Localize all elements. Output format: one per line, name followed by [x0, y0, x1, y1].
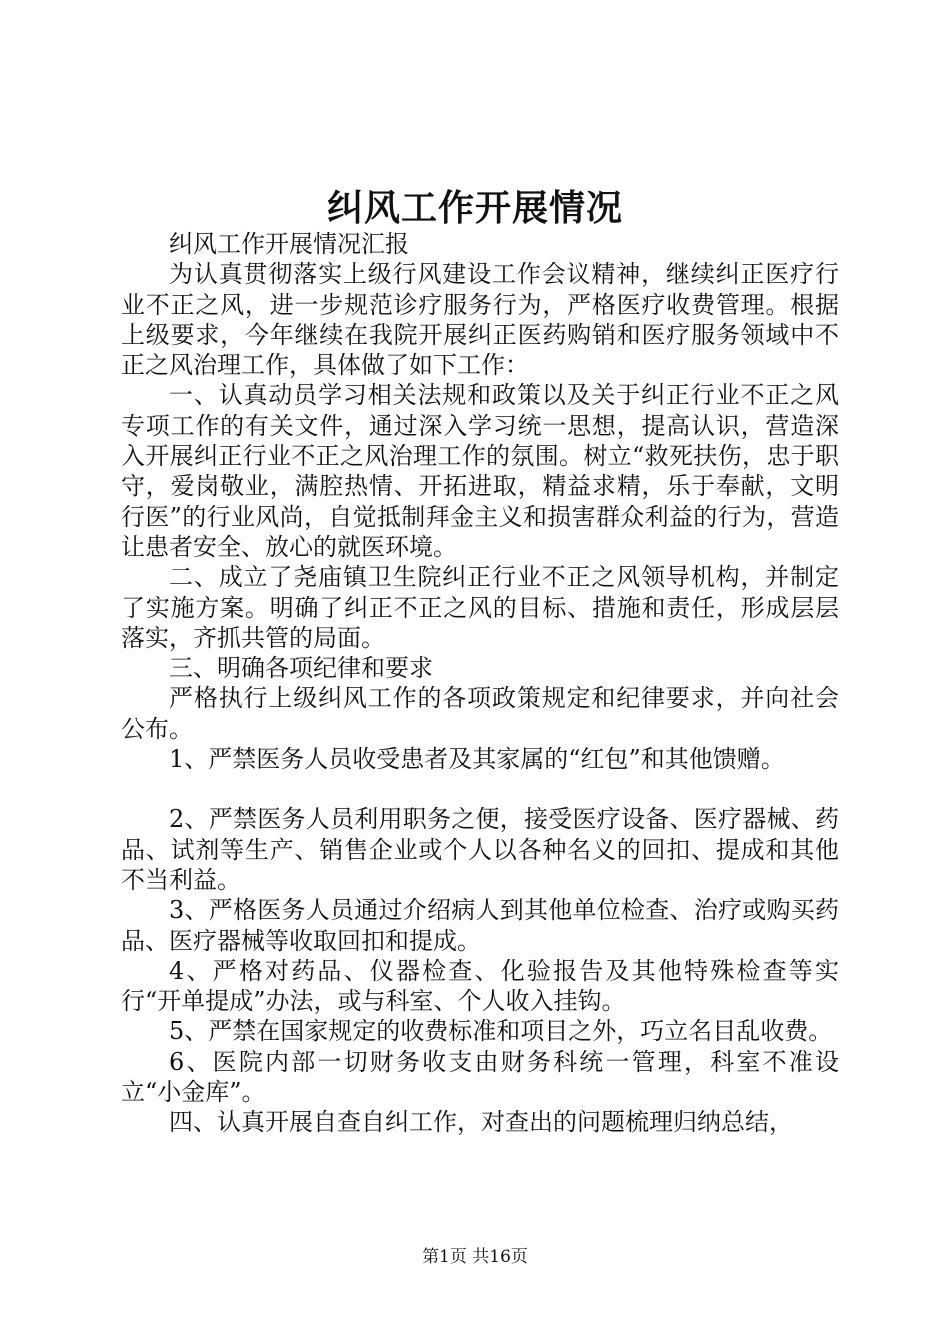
section-four-paragraph: 四、认真开展自查自纠工作，对查出的问题梳理归纳总结，	[169, 1108, 793, 1137]
section-one-paragraph: 一、认真动员学习相关法规和政策以及关于纠正行业不正之风专项工作的有关文件，通过深入学习统一思想，提高认识，营造深入开展纠正行业不正之风治理工作的氛围。树立“救死扶伤，忠于职守，爱岗敬业，满腔热情、开拓进取，精益求精，乐于奉献，文明行医”的行业风尚，自觉抵制拜金主义和损害群众利益的行为，营造让患者安全、放心的就医环境。	[121, 381, 839, 561]
section-three-intro: 严格执行上级纠风工作的各项政策规定和纪律要求，并向社会公布。	[121, 684, 839, 743]
section-two-paragraph: 二、成立了尧庙镇卫生院纠正行业不正之风领导机构，并制定了实施方案。明确了纠正不正之风的目标、措施和责任，形成层层落实，齐抓共管的局面。	[121, 563, 839, 652]
rule-item-4: 4、严格对药品、仪器检查、化验报告及其他特殊检查等实行“开单提成”办法，或与科室、个人收入挂钩。	[121, 956, 839, 1016]
section-three-heading: 三、明确各项纪律和要求	[169, 654, 433, 683]
intro-paragraph: 为认真贯彻落实上级行风建设工作会议精神，继续纠正医疗行业不正之风，进一步规范诊疗服务行为，严格医疗收费管理。根据上级要求，今年继续在我院开展纠正医药购销和医疗服务领域中不正之风治理工作，具体做了如下工作：	[121, 260, 839, 380]
rule-item-5: 5、严禁在国家规定的收费标准和项目之外，巧立名目乱收费。	[169, 1017, 833, 1046]
page-title: 纠风工作开展情况	[326, 187, 623, 229]
rule-item-6: 6、医院内部一切财务收支由财务科统一管理，科室不准设立“小金库”。	[121, 1047, 839, 1107]
page-footer: 第1页 共16页	[422, 1247, 528, 1267]
rule-item-3: 3、严格医务人员通过介绍病人到其他单位检查、治疗或购买药品、医疗器械等收取回扣和提成。	[121, 896, 839, 955]
rule-item-1: 1、严禁医务人员收受患者及其家属的“红包”和其他馈赠。	[169, 745, 785, 774]
report-subtitle: 纠风工作开展情况汇报	[169, 230, 409, 258]
document-body	[121, 229, 839, 1138]
rule-item-2: 2、严禁医务人员利用职务之便，接受医疗设备、医疗器械、药品、试剂等生产、销售企业或个人以各种名义的回扣、提成和其他不当利益。	[121, 805, 839, 894]
